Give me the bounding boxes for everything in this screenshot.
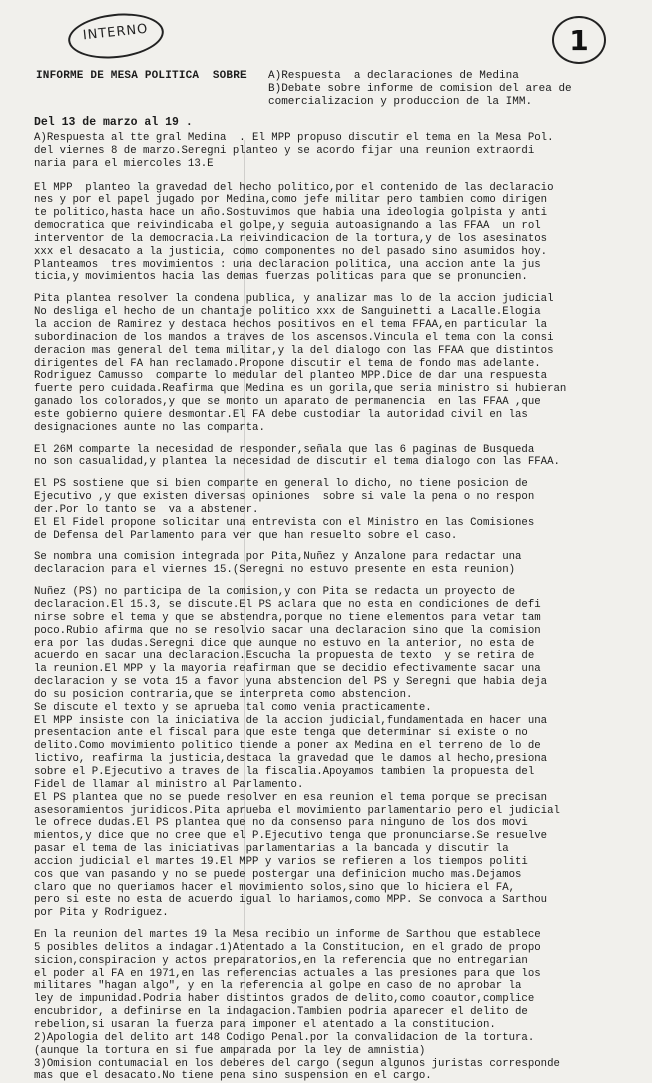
text-line: le ofrece dudas.El PS plantea que no da consenso para ninguno de los dos movi: [34, 817, 528, 830]
text-line: El 26M comparte la necesidad de responder,señala que las 6 paginas de Busqueda: [34, 443, 535, 456]
text-line: interventor de la democracia.La reivindicacion de la tortura,y de los asesinatos: [34, 232, 548, 245]
text-line: el poder al FA en 1971,en las referencias actuales a las presiones para que los: [34, 967, 541, 980]
topic-a: A)Respuesta a declaraciones de Medina: [268, 70, 519, 82]
text-line: por Pita y Rodriguez.: [34, 907, 169, 920]
text-line: der.Por lo tanto se va a abstener.: [34, 503, 259, 516]
text-line: subordinacion de los mandos a traves de los ascensos.Vincula el tema con la consi: [34, 331, 554, 344]
text-line: declaracion.El 15.3, se discute.El PS aclara que no esta en condiciones de defi: [34, 599, 541, 611]
text-line: pero si este no esta de acuerdo igual lo hariamos,como MPP. Se convoca a Sarthou: [34, 894, 548, 907]
text-line: En la reunion del martes 19 la Mesa recibio un informe de Sarthou que establece: [34, 929, 541, 942]
text-line: do su posicion contraria,que se interpreta como abstencion.: [34, 688, 413, 701]
text-line: fuerte pero cuidada.Reafirma que Medina es un gorila,que seria ministro si hubieran: [34, 383, 567, 396]
text-line: la accion de Ramirez y destaca hechos positivos en el tema FFAA,en particular la: [34, 318, 548, 331]
text-line: 3)Omision contumacial en los deberes del cargo (segun algunos juristas corresponde: [34, 1057, 560, 1070]
text-line: militares "hagan algo", y en la referencia al golpe en caso de no aprobar la: [34, 980, 522, 993]
text-line: dirigentes del FA han reclamado.Propone discutir el tema de fondo mas adelante.: [34, 357, 541, 370]
text-line: El MPP insiste con la iniciativa de la accion judicial,fundamentada en hacer una: [34, 714, 548, 727]
report-body: [34, 132, 644, 1083]
paragraph: [34, 132, 644, 171]
text-line: declaracion para el viernes 15.(Seregni no estuvo presente en esta reunion): [34, 564, 516, 577]
text-line: la reunion.El MPP y la mayoria reafirman que se decidio efectivamente sacar una: [34, 663, 541, 676]
text-line: accion judicial el martes 19.El MPP y varios se refieren a los tiempos politi: [34, 855, 528, 868]
paragraph: [34, 551, 644, 577]
text-line: poco.Rubio afirma que no se resolvio sacar una declaracion sino que la comision: [34, 624, 541, 637]
text-line: delito.Como movimiento politico tiende a poner ax Medina en el terreno de lo de: [34, 740, 541, 753]
text-line: rebelion,si usaran la fuerza para imponer el atentado a la constitucion.: [34, 1019, 496, 1031]
text-line: 2)Apologia del delito art 148 Codigo Penal.por la convalidacion de la tortura.: [34, 1031, 535, 1044]
stamp-text: INTERNO: [82, 21, 150, 44]
text-line: Nuñez (PS) no participa de la comision,y con Pita se redacta un proyecto de: [34, 586, 516, 599]
text-line: sobre el P.Ejecutivo a traves de la fiscalia.Apoyamos tambien la propuesta del: [34, 765, 535, 778]
text-line: No desliga el hecho de un chantaje politico xxx de Sanguinetti a Lacalle.Elogia: [34, 306, 541, 319]
text-line: pasar el tema de las iniciativas parlamentarias a la bancada y discutir la: [34, 843, 509, 856]
text-line: El MPP planteo la gravedad del hecho politico,por el contenido de las declaracio: [34, 181, 554, 194]
text-line: asesoramientos juridicos.Pita aprueba el movimiento parlamentario pero el judicial: [34, 804, 560, 817]
text-line: xxx el desacato a la justicia, como componentes no del pasado sino asumidos hoy.: [34, 245, 548, 258]
text-line: Fidel de llamar al ministro al Parlamento.: [34, 778, 304, 791]
text-line: este gobierno quiere desmontar.El FA debe custodiar la autoridad civil en las: [34, 408, 528, 421]
paragraph: [34, 293, 644, 434]
text-line: Se discute el texto y se aprueba tal como venia practicamente.: [34, 701, 432, 714]
text-line: Rodriguez Camusso comparte lo medular del planteo MPP.Dice de dar una respuesta: [34, 370, 548, 383]
paragraph: [34, 929, 644, 1083]
text-line: acuerdo en sacar una declaracion.Escucha la propuesta de texto y se retira de: [34, 650, 535, 663]
paragraph: [34, 586, 644, 920]
text-line: claro que no queriamos hacer el movimiento solos,sino que lo hiciera el FA,: [34, 881, 516, 894]
text-line: ticia,y movimientos hacia las demas fuerzas politicas para que se pronuncien.: [34, 271, 528, 284]
text-line: declaracion y se vota 15 a favor yuna abstencion del PS y Seregni que habia deja: [34, 676, 548, 689]
paragraph: [34, 182, 644, 285]
text-line: designaciones aunte no las comparta.: [34, 421, 265, 434]
text-line: era por las dudas.Seregni dice que aunque no estuvo en la anterior, no esta de: [34, 637, 535, 650]
text-line: mas que el desacato.No tiene pena sino suspension en el cargo.: [34, 1070, 432, 1083]
topic-b-line-2: comercializacion y produccion de la IMM.: [268, 96, 533, 108]
text-line: El PS sostiene que si bien comparte en general lo dicho, no tiene posicion de: [34, 478, 528, 491]
text-line: mientos,y dice que no cree que el P.Ejecutivo tenga que pronunciarse.Se resuelve: [34, 830, 548, 843]
text-line: (aunque la tortura en si fue amparada por la ley de amnistia): [34, 1044, 426, 1057]
text-line: sicion,conspiracion y actos preparatorios,en la referencia que no entregarian: [34, 954, 528, 967]
text-line: El PS plantea que no se puede resolver en esa reunion el tema porque se precisan: [34, 791, 548, 804]
text-line: del viernes 8 de marzo.Seregni planteo y se acordo fijar una reunion extraordi: [34, 144, 535, 157]
text-line: deracion mas general del tema militar,y la del dialogo con las FFAA que distintos: [34, 344, 554, 357]
page-number: 1: [569, 24, 589, 57]
text-line: de Defensa del Parlamento para ver que han resuelto sobre el caso.: [34, 529, 458, 542]
text-line: lictivo, reafirma la justicia,destaca la gravedad que le damos al hecho,presiona: [34, 753, 548, 766]
text-line: ley de impunidad.Podria haber distintos grados de delito,como coautor,complice: [34, 993, 535, 1006]
paragraph: [34, 444, 644, 470]
text-line: 5 posibles delitos a indagar.1)Atentado a la Constitucion, en el grado de propo: [34, 941, 541, 954]
text-line: nes y por el papel jugado por Medina,como jefe militar pero tambien como dirigen: [34, 194, 548, 207]
text-line: te politico,hasta hace un año.Sostuvimos que habia una ideologia golpista y anti: [34, 207, 548, 220]
text-line: Planteamos tres movimientos : una declaracion politica, una accion ante la jus: [34, 258, 541, 271]
text-line: encubridor, a definirse en la indagacion.Tambien podria aparecer el delito de: [34, 1006, 528, 1019]
text-line: naria para el miercoles 13.E: [34, 157, 214, 170]
text-line: El El Fidel propone solicitar una entrevista con el Ministro en las Comisiones: [34, 516, 535, 529]
topic-b-line-1: B)Debate sobre informe de comision del area de: [268, 83, 572, 95]
interno-stamp: [66, 9, 166, 63]
text-line: presentacion ante el fiscal para que este tenga que determinar si existe o no: [34, 727, 528, 740]
report-title: INFORME DE MESA POLITICA SOBRE: [36, 70, 247, 82]
text-line: Se nombra una comision integrada por Pita,Nuñez y Anzalone para redactar una: [34, 551, 522, 564]
text-line: ganado los colorados,y que se monto un aparato de permanencia en las FFAA ,que: [34, 396, 541, 409]
date-range: Del 13 de marzo al 19 .: [34, 116, 193, 129]
page-number-circle: [552, 16, 606, 64]
text-line: A)Respuesta al tte gral Medina . El MPP propuso discutir el tema en la Mesa Pol.: [34, 132, 554, 144]
paragraph: [34, 478, 644, 542]
text-line: nirse sobre el tema y que se abstendra,porque no tiene elementos para vetar tam: [34, 611, 541, 624]
text-line: Ejecutivo ,y que existen diversas opiniones sobre si vale la pena o no respon: [34, 491, 535, 504]
text-line: democratica que reivindicaba el golpe,y seguia autoasignando a las FFAA un rol: [34, 220, 541, 233]
text-line: Pita plantea resolver la condena publica, y analizar mas lo de la accion judicial: [34, 293, 554, 306]
text-line: cos que van pasando y no se puede postergar una definicion mucho mas.Dejamos: [34, 868, 522, 881]
text-line: no son casualidad,y plantea la necesidad de discutir el tema dialogo con las FFAA.: [34, 456, 560, 469]
